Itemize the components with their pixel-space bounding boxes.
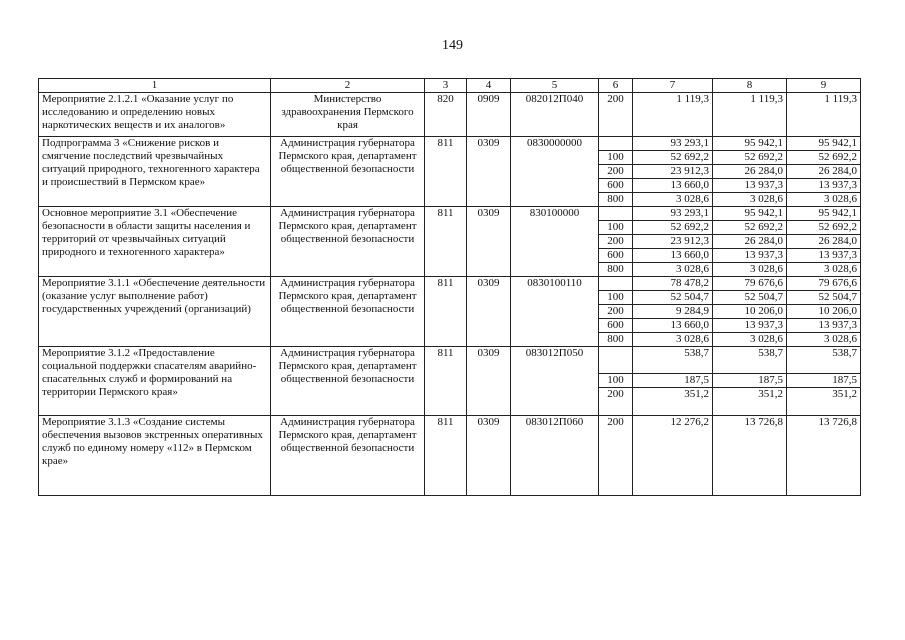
code-cell: 811 [425, 207, 467, 277]
agency-cell: Администрация губернатора Пермского края, департамент общественной безопасности [271, 416, 425, 496]
amount-year2-cell: 52 692,2 [713, 221, 787, 235]
code-cell: 811 [425, 277, 467, 347]
amount-year3-cell: 52 692,2 [787, 221, 861, 235]
target-code-cell: 830100000 [511, 207, 599, 277]
expense-type-cell: 800 [599, 263, 633, 277]
amount-year2-cell: 1 119,3 [713, 93, 787, 137]
agency-cell: Администрация губернатора Пермского края, департамент общественной безопасности [271, 347, 425, 416]
amount-year3-cell: 13 937,3 [787, 179, 861, 193]
table-row [39, 137, 861, 151]
amount-year1-cell: 3 028,6 [633, 333, 713, 347]
amount-year3-cell: 52 692,2 [787, 151, 861, 165]
amount-year3-cell: 13 937,3 [787, 249, 861, 263]
section-code-cell: 0309 [467, 137, 511, 207]
amount-year3-cell: 187,5 [787, 374, 861, 388]
budget-table [38, 78, 861, 496]
amount-year2-cell: 3 028,6 [713, 193, 787, 207]
activity-name-cell: Мероприятие 2.1.2.1 «Оказание услуг по исследованию и определению новых наркотических веществ и их аналогов» [39, 93, 271, 137]
agency-cell: Администрация губернатора Пермского края, департамент общественной безопасности [271, 207, 425, 277]
amount-year1-cell: 9 284,9 [633, 305, 713, 319]
header-cell: 3 [425, 79, 467, 93]
amount-year1-cell: 3 028,6 [633, 263, 713, 277]
amount-year2-cell: 351,2 [713, 388, 787, 416]
amount-year3-cell: 10 206,0 [787, 305, 861, 319]
activity-name-cell: Мероприятие 3.1.3 «Создание системы обеспечения вызовов экстренных оперативных служб по единому номеру «112» в Пермском крае» [39, 416, 271, 496]
amount-year1-cell: 12 276,2 [633, 416, 713, 496]
amount-year3-cell: 26 284,0 [787, 235, 861, 249]
target-code-cell: 083012П050 [511, 347, 599, 416]
table-row [39, 93, 861, 137]
amount-year1-cell: 93 293,1 [633, 137, 713, 151]
header-cell: 5 [511, 79, 599, 93]
section-code-cell: 0309 [467, 347, 511, 416]
amount-year3-cell: 13 937,3 [787, 319, 861, 333]
amount-year2-cell: 95 942,1 [713, 207, 787, 221]
amount-year2-cell: 10 206,0 [713, 305, 787, 319]
amount-year1-cell: 23 912,3 [633, 165, 713, 179]
table-body [39, 79, 861, 496]
page-number: 149 [442, 38, 463, 53]
expense-type-cell: 200 [599, 388, 633, 416]
agency-cell: Министерство здравоохранения Пермского края [271, 93, 425, 137]
amount-year1-cell: 93 293,1 [633, 207, 713, 221]
expense-type-cell [599, 277, 633, 291]
expense-type-cell: 100 [599, 221, 633, 235]
table-row [39, 207, 861, 221]
amount-year3-cell: 1 119,3 [787, 93, 861, 137]
expense-type-cell: 800 [599, 333, 633, 347]
activity-name-cell: Мероприятие 3.1.1 «Обеспечение деятельности (оказание услуг выполнение работ) государственных учреждений (организаций) [39, 277, 271, 347]
target-code-cell: 0830100110 [511, 277, 599, 347]
header-cell: 4 [467, 79, 511, 93]
table-row [39, 416, 861, 496]
expense-type-cell: 200 [599, 235, 633, 249]
expense-type-cell: 200 [599, 305, 633, 319]
expense-type-cell [599, 137, 633, 151]
amount-year3-cell: 79 676,6 [787, 277, 861, 291]
activity-name-cell: Основное мероприятие 3.1 «Обеспечение безопасности в области защиты населения и территорий от чрезвычайных ситуаций природного и техногенного характера» [39, 207, 271, 277]
header-cell: 1 [39, 79, 271, 93]
header-cell: 7 [633, 79, 713, 93]
amount-year1-cell: 52 692,2 [633, 221, 713, 235]
amount-year3-cell: 95 942,1 [787, 207, 861, 221]
amount-year3-cell: 13 726,8 [787, 416, 861, 496]
amount-year3-cell: 351,2 [787, 388, 861, 416]
amount-year1-cell: 13 660,0 [633, 179, 713, 193]
amount-year3-cell: 95 942,1 [787, 137, 861, 151]
header-cell: 9 [787, 79, 861, 93]
section-code-cell: 0909 [467, 93, 511, 137]
amount-year1-cell: 52 692,2 [633, 151, 713, 165]
activity-name-cell: Подпрограмма 3 «Снижение рисков и смягчение последствий чрезвычайных ситуаций природного, техногенного характера и происшествий в Пермском крае» [39, 137, 271, 207]
amount-year1-cell: 538,7 [633, 347, 713, 374]
code-cell: 811 [425, 416, 467, 496]
section-code-cell: 0309 [467, 277, 511, 347]
target-code-cell: 082012П040 [511, 93, 599, 137]
section-code-cell: 0309 [467, 207, 511, 277]
activity-name-cell: Мероприятие 3.1.2 «Предоставление социальной поддержки спасателям аварийно-спасательных служб и формирований на территории Пермского края» [39, 347, 271, 416]
amount-year1-cell: 187,5 [633, 374, 713, 388]
expense-type-cell [599, 347, 633, 374]
expense-type-cell: 100 [599, 151, 633, 165]
header-cell: 2 [271, 79, 425, 93]
amount-year1-cell: 3 028,6 [633, 193, 713, 207]
amount-year2-cell: 13 937,3 [713, 249, 787, 263]
agency-cell: Администрация губернатора Пермского края, департамент общественной безопасности [271, 137, 425, 207]
expense-type-cell: 600 [599, 179, 633, 193]
expense-type-cell [599, 207, 633, 221]
amount-year3-cell: 26 284,0 [787, 165, 861, 179]
amount-year1-cell: 13 660,0 [633, 249, 713, 263]
expense-type-cell: 100 [599, 291, 633, 305]
section-code-cell: 0309 [467, 416, 511, 496]
expense-type-cell: 200 [599, 416, 633, 496]
amount-year1-cell: 23 912,3 [633, 235, 713, 249]
table-row [39, 277, 861, 291]
code-cell: 820 [425, 93, 467, 137]
amount-year1-cell: 78 478,2 [633, 277, 713, 291]
amount-year3-cell: 538,7 [787, 347, 861, 374]
expense-type-cell: 600 [599, 249, 633, 263]
amount-year2-cell: 13 726,8 [713, 416, 787, 496]
amount-year2-cell: 79 676,6 [713, 277, 787, 291]
target-code-cell: 083012П060 [511, 416, 599, 496]
amount-year2-cell: 13 937,3 [713, 179, 787, 193]
amount-year2-cell: 3 028,6 [713, 263, 787, 277]
amount-year2-cell: 95 942,1 [713, 137, 787, 151]
amount-year2-cell: 26 284,0 [713, 235, 787, 249]
amount-year2-cell: 187,5 [713, 374, 787, 388]
amount-year1-cell: 52 504,7 [633, 291, 713, 305]
amount-year3-cell: 3 028,6 [787, 333, 861, 347]
amount-year3-cell: 3 028,6 [787, 263, 861, 277]
amount-year1-cell: 13 660,0 [633, 319, 713, 333]
expense-type-cell: 200 [599, 165, 633, 179]
header-cell: 6 [599, 79, 633, 93]
amount-year2-cell: 538,7 [713, 347, 787, 374]
header-row [39, 79, 861, 93]
agency-cell: Администрация губернатора Пермского края, департамент общественной безопасности [271, 277, 425, 347]
expense-type-cell: 100 [599, 374, 633, 388]
amount-year1-cell: 1 119,3 [633, 93, 713, 137]
amount-year2-cell: 52 504,7 [713, 291, 787, 305]
header-cell: 8 [713, 79, 787, 93]
amount-year1-cell: 351,2 [633, 388, 713, 416]
amount-year2-cell: 3 028,6 [713, 333, 787, 347]
amount-year2-cell: 13 937,3 [713, 319, 787, 333]
code-cell: 811 [425, 347, 467, 416]
expense-type-cell: 600 [599, 319, 633, 333]
amount-year2-cell: 52 692,2 [713, 151, 787, 165]
expense-type-cell: 800 [599, 193, 633, 207]
table-row [39, 347, 861, 374]
target-code-cell: 0830000000 [511, 137, 599, 207]
expense-type-cell: 200 [599, 93, 633, 137]
amount-year2-cell: 26 284,0 [713, 165, 787, 179]
amount-year3-cell: 52 504,7 [787, 291, 861, 305]
code-cell: 811 [425, 137, 467, 207]
amount-year3-cell: 3 028,6 [787, 193, 861, 207]
